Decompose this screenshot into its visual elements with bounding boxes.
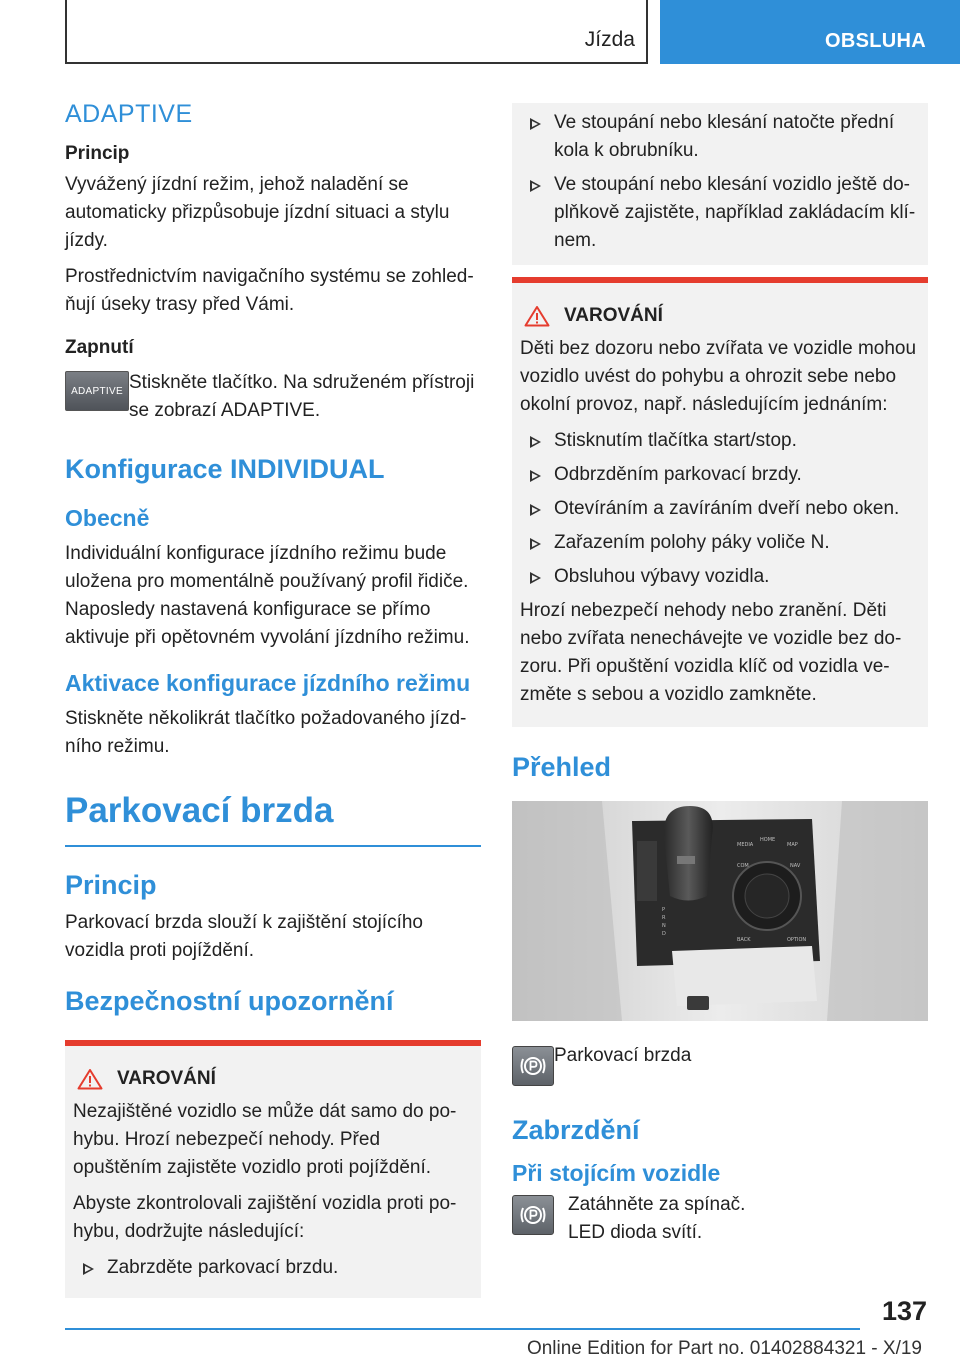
footer-divider — [65, 1328, 860, 1330]
aktivace-text: Stiskněte několikrát tlačítko požadovaného jízdního režimu. — [65, 707, 467, 757]
zatahnete-texts — [568, 1195, 745, 1247]
console-label: HOME — [760, 836, 776, 843]
princip-paragraph-1: Vyvážený jízdní režim, jehož naladění se automaticky přizpůsobuje jízdní situaci a stylu jízdy. — [65, 174, 450, 251]
list-item: Ve stoupání nebo klesání vozidlo ještě doplňkově zajistěte, například zakládacím klínem. — [520, 171, 916, 255]
parking-brake-icon — [512, 1046, 554, 1086]
bullet-triangle-icon — [530, 118, 541, 130]
warning-2-paragraph-2: Hrozí nebezpečí nehody nebo zranění. Děti nebo zvířata nenechávejte ve vozidle bez dozoru. Při opuštění vozidla klíč od vozidla vezměte s sebou a vozidlo zamkněte. — [520, 600, 902, 705]
console-label: R — [662, 914, 666, 921]
zatahnete-text: Zatáhněte za spínač. — [568, 1193, 746, 1215]
bullet-triangle-icon — [530, 436, 541, 448]
console-label: D — [662, 930, 666, 937]
warning-box-1 — [65, 1040, 481, 1298]
header-frame — [65, 0, 648, 64]
console-label: P — [662, 906, 666, 913]
warning-title-1 — [73, 1068, 473, 1090]
header-section-title: Jízda — [584, 28, 635, 51]
pri-stojicim-heading: Při stojícím vozidle — [512, 1159, 721, 1186]
list-item: Zabrzděte parkovací brzdu. — [73, 1254, 473, 1282]
obecne-text: Individuální konfigurace jízdního režimu bude uložena pro momentálně používaný profil řidiče. Naposledy nastavená konfigurace se přímo aktivuje při opětovném vyvolání jízdního režimu. — [65, 542, 470, 648]
warning-title-text-2: VAROVÁNÍ — [564, 305, 663, 326]
princip-heading: Princip — [65, 869, 157, 900]
aktivace-heading: Aktivace konfigurace jízdního režimu — [65, 669, 471, 696]
list-item: Stisknutím tlačítka start/stop. — [520, 427, 920, 455]
parking-brake-symbol — [518, 1200, 548, 1230]
bullet-triangle-icon — [83, 1263, 94, 1275]
parkovaci-brzda-heading: Parkovací brzda — [65, 791, 481, 847]
warning-box-2 — [512, 277, 928, 727]
console-label: NAV — [790, 862, 801, 869]
bullet-triangle-icon — [530, 504, 541, 516]
warning-1-paragraph-2: Abyste zkontrolovali zajištění vozidla proti pohybu, dodržujte následující: — [73, 1193, 457, 1243]
left-column — [65, 100, 481, 1298]
console-label: COM — [737, 862, 749, 869]
list-item: Obsluhou výbavy vozidla. — [520, 563, 920, 591]
prehled-heading: Přehled — [512, 752, 612, 782]
page-number: 137 — [881, 1296, 927, 1326]
parking-brake-symbol — [518, 1051, 548, 1081]
adaptive-heading: ADAPTIVE — [65, 100, 193, 128]
list-item: Odbrzděním parkovací brzdy. — [520, 461, 920, 489]
princip-text: Parkovací brzda slouží k zajištění stojícího vozidla proti pojíždění. — [65, 911, 423, 961]
bezpecnostni-heading: Bezpečnostní upozornění — [65, 985, 394, 1016]
console-label: N — [662, 922, 666, 929]
continued-list — [520, 109, 916, 255]
warning-2-paragraph-1: Děti bez dozoru nebo zvířata ve vozidle mohou vozidlo uvést do pohybu a ohrozit sebe nebo okolní provoz, např. následujícím jednáním: — [520, 338, 917, 415]
adaptive-button-row — [65, 369, 481, 425]
warning-title-2 — [520, 305, 920, 327]
bullet-triangle-icon — [530, 572, 541, 584]
parkovaci-brzda-label: Parkovací brzda — [554, 1044, 692, 1066]
warning-title-text-1: VAROVÁNÍ — [117, 1068, 216, 1090]
warning-2-list — [520, 427, 920, 591]
list-item: Zařazením polohy páky voliče N. — [520, 529, 920, 557]
console-label: BACK — [737, 936, 751, 943]
center-console-photo — [512, 801, 928, 1021]
footer-edition: Online Edition for Part no. 01402884321 - X/19 — [526, 1338, 922, 1359]
list-item: Ve stoupání nebo klesání natočte přední kola k obrubníku. — [520, 109, 916, 165]
zapnuti-label: Zapnutí — [65, 337, 134, 358]
warning-triangle-icon — [77, 1068, 103, 1090]
princip-label: Princip — [65, 143, 130, 164]
list-item: Otevíráním a zavíráním dveří nebo oken. — [520, 495, 920, 523]
zabrzdeni-heading: Zabrzdění — [512, 1114, 640, 1145]
bullet-triangle-icon — [530, 538, 541, 550]
continued-list-box — [512, 103, 928, 265]
console-label: MAP — [787, 841, 798, 848]
warning-triangle-icon — [524, 305, 550, 327]
led-text: LED dioda svítí. — [568, 1221, 703, 1243]
zatahnete-row — [512, 1195, 928, 1247]
bullet-triangle-icon — [530, 180, 541, 192]
warning-1-list — [73, 1254, 473, 1282]
right-column — [512, 103, 928, 1255]
console-label: OPTION — [787, 936, 807, 943]
parkovaci-brzda-legend — [512, 1046, 928, 1086]
zapnuti-text: Stiskněte tlačítko. Na sdruženém přístroji se zobrazí ADAPTIVE. — [129, 372, 475, 421]
konfigurace-heading: Konfigurace INDIVIDUAL — [65, 454, 385, 484]
obecne-heading: Obecně — [65, 504, 150, 531]
console-label: MEDIA — [737, 841, 754, 848]
bullet-triangle-icon — [530, 470, 541, 482]
parking-brake-icon — [512, 1195, 554, 1235]
header-chapter-tab: OBSLUHA — [660, 0, 960, 64]
princip-paragraph-2: Prostřednictvím navigačního systému se zohledňují úseky trasy před Vámi. — [65, 266, 474, 315]
adaptive-button-icon: ADAPTIVE — [65, 371, 129, 411]
warning-1-paragraph-1: Nezajištěné vozidlo se může dát samo do pohybu. Hrozí nebezpečí nehody. Před opuštěním zajistěte vozidlo proti pojíždění. — [73, 1101, 457, 1179]
